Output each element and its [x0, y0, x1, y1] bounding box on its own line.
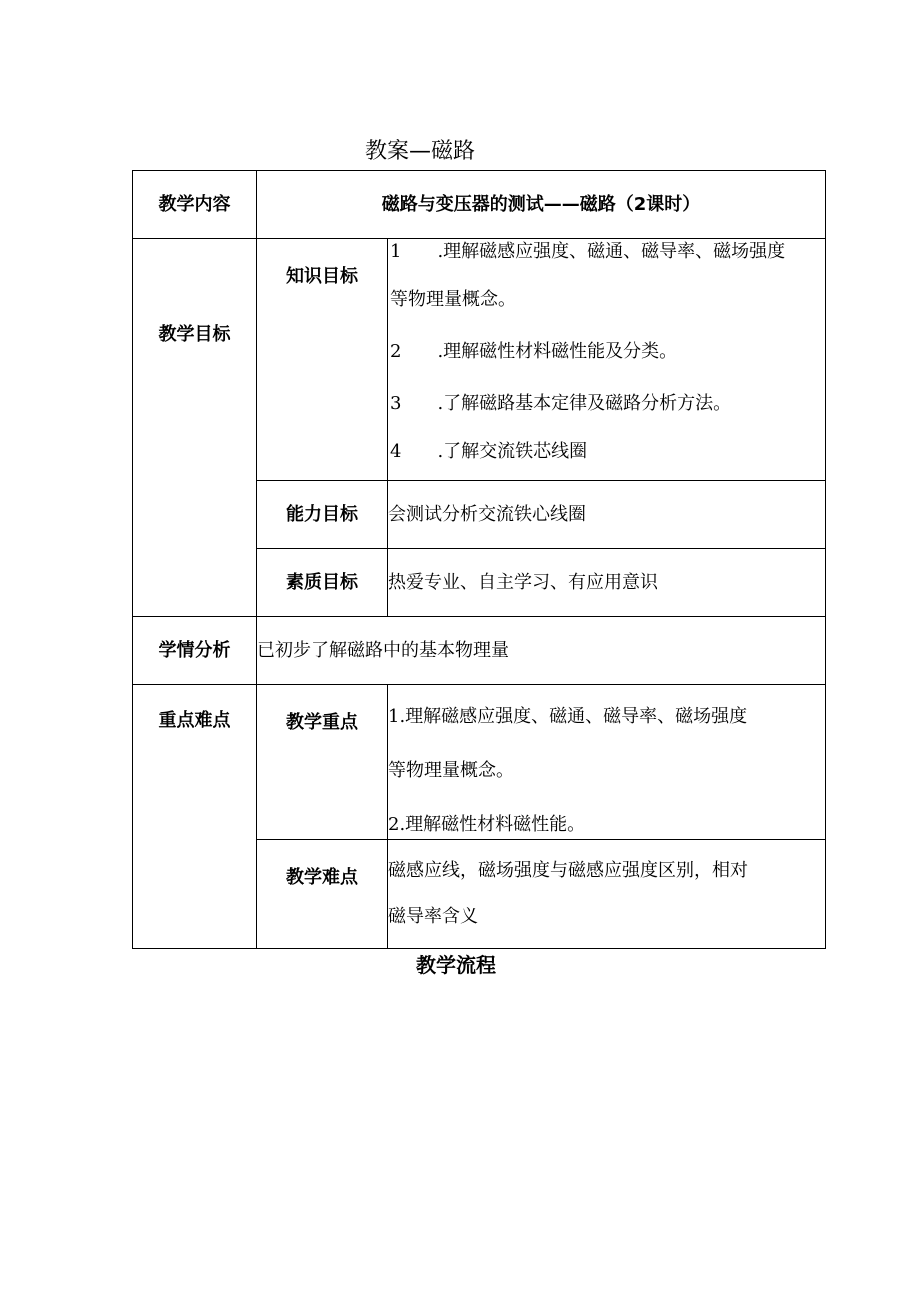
difficulty-line-2: 磁导率含义: [388, 906, 478, 927]
teaching-difficulty-content: [388, 840, 826, 949]
document-title: 教案—磁路: [364, 139, 475, 164]
teaching-difficulty-label: [257, 840, 388, 949]
teaching-focus-content: [388, 685, 826, 840]
ability-objective-label: 能力目标: [257, 481, 388, 549]
teaching-objectives-label: [133, 239, 257, 617]
knowledge-line-1: 1 .理解磁感应强度、磁通、磁导率、磁场强度: [390, 241, 786, 262]
knowledge-objective-content: [388, 239, 826, 481]
knowledge-objective-label-text: 知识目标: [286, 266, 358, 287]
lesson-plan-table: [132, 170, 826, 949]
knowledge-line-2: 等物理量概念。: [390, 289, 516, 310]
teaching-difficulty-label-text: 教学难点: [286, 867, 358, 888]
knowledge-objective-text: [388, 239, 825, 479]
row-teaching-focus: [133, 685, 826, 840]
teaching-content-label: 教学内容: [133, 171, 257, 239]
knowledge-line-4: 3 .了解磁路基本定律及磁路分析方法。: [390, 393, 732, 414]
learner-analysis-value: 已初步了解磁路中的基本物理量: [257, 617, 826, 685]
knowledge-objective-label: [257, 239, 388, 481]
focus-line-1: 1.理解磁感应强度、磁通、磁导率、磁场强度: [388, 706, 748, 727]
key-difficult-label: [133, 685, 257, 949]
key-difficult-label-text: 重点难点: [158, 710, 231, 731]
teaching-focus-label-text: 教学重点: [286, 712, 358, 733]
quality-objective-label: 素质目标: [257, 549, 388, 617]
knowledge-line-3: 2 .理解磁性材料磁性能及分类。: [390, 341, 678, 362]
row-learner-analysis: [133, 617, 826, 685]
knowledge-line-5: 4 .了解交流铁芯线圈: [390, 441, 588, 462]
difficulty-line-1: 磁感应线，磁场强度与磁感应强度区别，相对: [388, 860, 748, 881]
teaching-focus-label: [257, 685, 388, 840]
focus-line-3: 2.理解磁性材料磁性能。: [388, 814, 586, 835]
ability-objective-value: 会测试分析交流铁心线圈: [388, 481, 826, 549]
teaching-content-value: 磁路与变压器的测试——磁路（2课时）: [257, 171, 826, 239]
row-knowledge-objective: [133, 239, 826, 481]
row-teaching-content: [133, 171, 826, 239]
teaching-process-title: 教学流程: [416, 953, 496, 977]
focus-line-2: 等物理量概念。: [388, 760, 514, 781]
quality-objective-value: 热爱专业、自主学习、有应用意识: [388, 549, 826, 617]
teaching-objectives-label-text: 教学目标: [158, 324, 231, 345]
learner-analysis-label: 学情分析: [133, 617, 257, 685]
